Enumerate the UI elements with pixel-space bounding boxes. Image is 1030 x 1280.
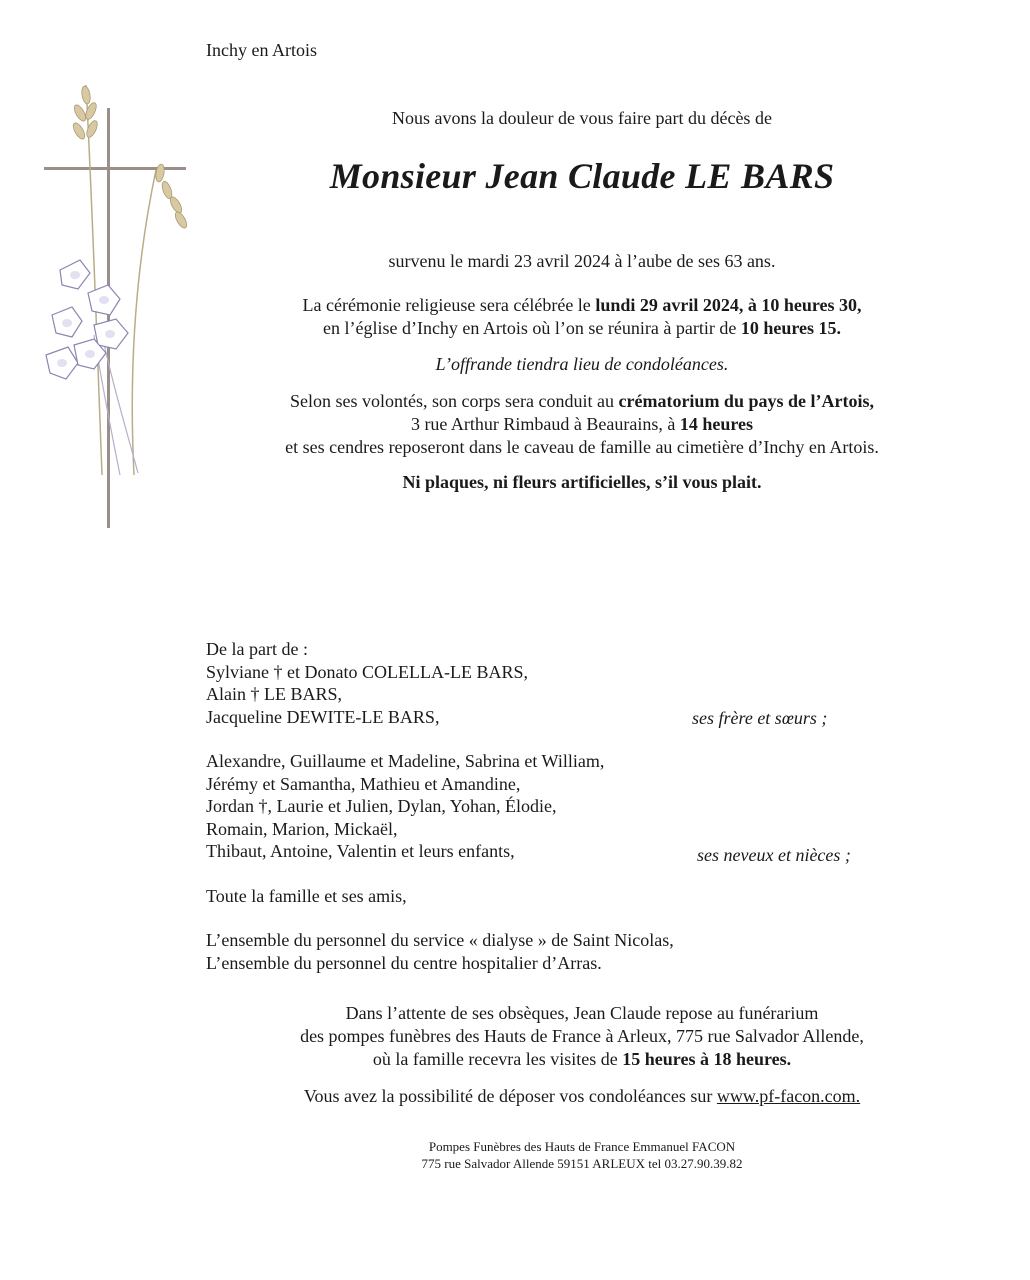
nephew-line: Thibaut, Antoine, Valentin et leurs enfants,	[206, 841, 515, 861]
family-intro: De la part de :	[206, 639, 308, 659]
sibling-line: Sylviane † et Donato COLELLA-LE BARS,	[206, 661, 528, 682]
siblings-relation: ses frère et sœurs ;	[692, 708, 828, 728]
vigil-line-1: Dans l’attente de ses obsèques, Jean Claude repose au funérarium	[345, 1003, 819, 1023]
staff-line: L’ensemble du personnel du service « dialyse » de Saint Nicolas,	[206, 930, 674, 950]
vigil-details	[200, 1002, 964, 1071]
nephew-line: Jordan †, Laurie et Julien, Dylan, Yohan, Élodie,	[206, 796, 557, 816]
cross-with-wheat-and-lilies-icon	[30, 75, 200, 535]
family-list	[206, 638, 906, 974]
nephew-line: Alexandre, Guillaume et Madeline, Sabrina et William,	[206, 751, 605, 771]
wishes-line-2: 3 rue Arthur Rimbaud à Beaurains, à 14 heures	[410, 414, 754, 434]
deceased-name: Monsieur Jean Claude LE BARS	[329, 156, 835, 196]
wishes-line-3: et ses cendres reposeront dans le caveau de famille au cimetière d’Inchy en Artois.	[285, 437, 879, 457]
friends-line: Toute la famille et ses amis,	[206, 885, 407, 906]
nephew-line: Romain, Marion, Mickaël,	[206, 818, 398, 839]
footer-line-1: Pompes Funèbres des Hauts de France Emmanuel FACON	[428, 1139, 736, 1154]
ceremony-line-1: La cérémonie religieuse sera célébrée le lundi 29 avril 2024, à 10 heures 30,	[302, 295, 862, 315]
condolences-note: Vous avez la possibilité de déposer vos condoléances sur www.pf-facon.com.	[303, 1086, 861, 1106]
sibling-line: Alain † LE BARS,	[206, 684, 343, 704]
intro-text: Nous avons la douleur de vous faire part du décès de	[392, 108, 772, 128]
nephew-line: Jérémy et Samantha, Mathieu et Amandine,	[206, 773, 521, 794]
death-announcement: survenu le mardi 23 avril 2024 à l’aube de ses 63 ans.	[388, 251, 776, 271]
no-flowers-note: Ni plaques, ni fleurs artificielles, s’il vous plait.	[402, 472, 762, 492]
place-heading: Inchy en Artois	[206, 40, 317, 60]
staff-line: L’ensemble du personnel du centre hospitalier d’Arras.	[206, 952, 602, 973]
footer	[200, 1138, 964, 1172]
offering-note: L’offrande tiendra lieu de condoléances.	[435, 354, 729, 374]
wishes-line-1: Selon ses volontés, son corps sera conduit au crématorium du pays de l’Artois,	[290, 391, 874, 411]
footer-line-2: 775 rue Salvador Allende 59151 ARLEUX tel 03.27.90.39.82	[421, 1156, 743, 1171]
ceremony-details	[200, 294, 964, 340]
vigil-line-2: des pompes funèbres des Hauts de France à Arleux, 775 rue Salvador Allende,	[300, 1026, 864, 1046]
ceremony-line-2: en l’église d’Inchy en Artois où l’on se réunira à partir de 10 heures 15.	[322, 318, 842, 338]
vigil-line-3: où la famille recevra les visites de 15 heures à 18 heures.	[372, 1049, 792, 1069]
sibling-line: Jacqueline DEWITE-LE BARS,	[206, 706, 440, 727]
cremation-details	[200, 390, 964, 459]
condolences-link[interactable]: www.pf-facon.com.	[716, 1086, 861, 1106]
nephews-relation: ses neveux et nièces ;	[697, 845, 851, 865]
